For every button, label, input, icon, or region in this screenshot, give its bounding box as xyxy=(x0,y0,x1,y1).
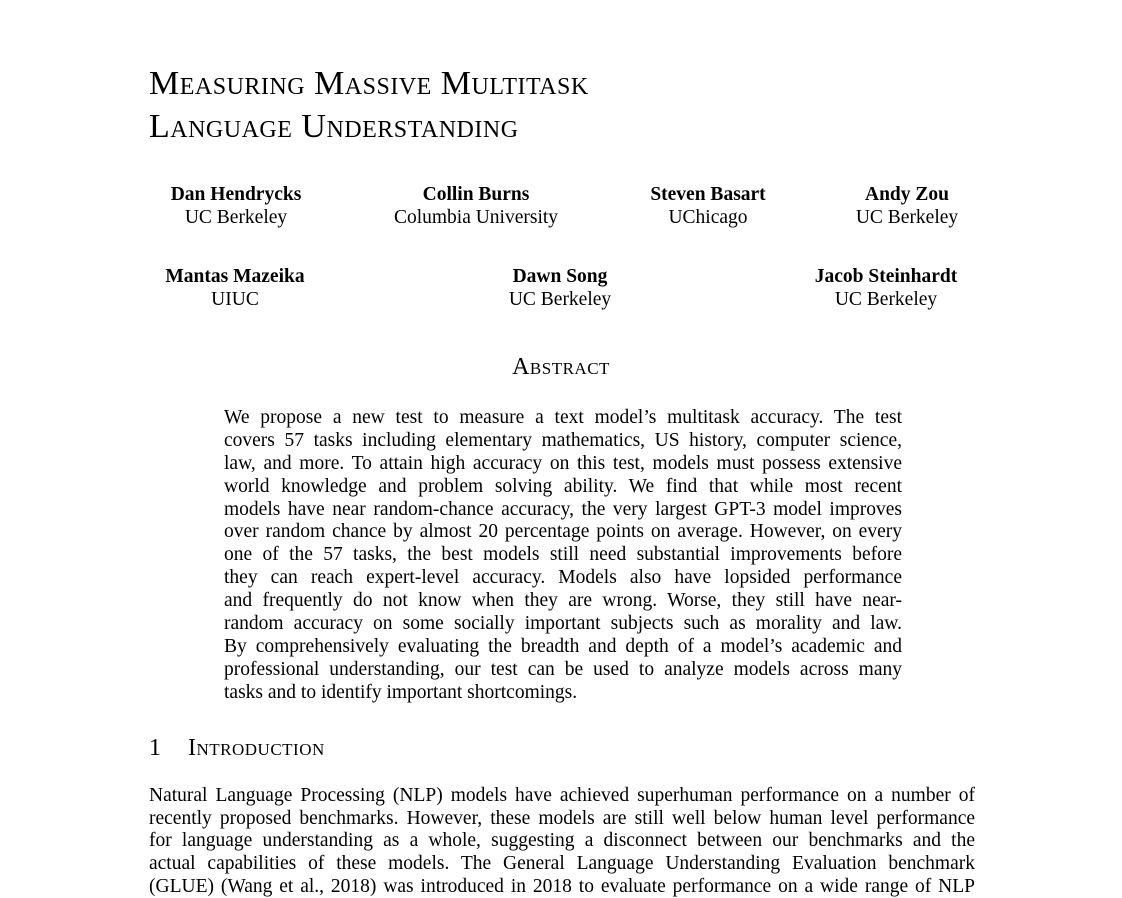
title-line: Measuring Massive Multitask xyxy=(149,65,589,102)
abstract-line: world knowledge and problem solving ability. We find that while most recent xyxy=(224,475,902,497)
author-name: Mantas Mazeika xyxy=(165,266,305,287)
author-block xyxy=(440,265,680,311)
section-title: Introduction xyxy=(188,735,325,761)
abstract-line: over random chance by almost 20 percentage points on average. However, on every xyxy=(224,521,902,543)
introduction-text xyxy=(149,785,975,898)
author-block xyxy=(787,183,1027,229)
author-name: Steven Basart xyxy=(650,184,766,205)
author-block xyxy=(766,265,1006,311)
abstract-line: and frequently do not know when they are wrong. Worse, they still have near- xyxy=(224,590,902,612)
abstract-line: We propose a new test to measure a text model’s multitask accuracy. The test xyxy=(224,407,902,428)
abstract-text xyxy=(224,407,902,705)
author-affiliation: UChicago xyxy=(668,207,748,228)
abstract-line: tasks and to identify important shortcomings. xyxy=(224,681,578,703)
author-name: Dawn Song xyxy=(512,266,608,287)
body-line: for language understanding as a whole, suggesting a disconnect between our benchmarks and the xyxy=(149,830,975,852)
author-block xyxy=(115,265,355,311)
body-line: Natural Language Processing (NLP) models have achieved superhuman performance on a number of xyxy=(149,785,975,806)
body-line: (GLUE) (Wang et al., 2018) was introduced in 2018 to evaluate performance on a wide range of NLP xyxy=(149,875,975,897)
author-affiliation: Columbia University xyxy=(393,207,559,228)
author-affiliation: UC Berkeley xyxy=(834,289,938,310)
author-name: Collin Burns xyxy=(422,184,530,205)
abstract-line: law, and more. To attain high accuracy on this test, models must possess extensive xyxy=(224,452,902,474)
abstract-line: one of the 57 tasks, the best models still need substantial improvements before xyxy=(224,544,902,566)
section-heading xyxy=(149,735,325,762)
title-line: Language Understanding xyxy=(149,108,519,145)
abstract-line: models have near random-chance accuracy, the very largest GPT-3 model improves xyxy=(224,498,902,520)
abstract-line: By comprehensively evaluating the breadth and depth of a model’s academic and xyxy=(224,635,902,657)
author-affiliation: UC Berkeley xyxy=(855,207,959,228)
abstract-line: professional understanding, our test can be used to analyze models across many xyxy=(224,658,902,680)
author-block xyxy=(116,183,356,229)
author-affiliation: UIUC xyxy=(211,289,259,310)
author-name: Jacob Steinhardt xyxy=(814,266,958,287)
paper-title xyxy=(149,62,589,148)
author-block xyxy=(356,183,596,229)
section-number: 1 xyxy=(149,735,162,761)
author-name: Andy Zou xyxy=(865,184,949,205)
author-name: Dan Hendrycks xyxy=(170,184,302,205)
body-line: actual capabilities of these models. The General Language Understanding Evaluation benchmark xyxy=(149,853,975,875)
abstract-heading: Abstract xyxy=(512,354,610,380)
abstract-line: they can reach expert-level accuracy. Models also have lopsided performance xyxy=(224,567,902,589)
author-affiliation: UC Berkeley xyxy=(508,289,612,310)
body-line: recently proposed benchmarks. However, these models are still well below human level performance xyxy=(149,807,975,829)
abstract-line: random accuracy on some socially important subjects such as morality and law. xyxy=(224,613,902,635)
abstract-line: covers 57 tasks including elementary mathematics, US history, computer science, xyxy=(224,429,902,451)
author-affiliation: UC Berkeley xyxy=(184,207,288,228)
